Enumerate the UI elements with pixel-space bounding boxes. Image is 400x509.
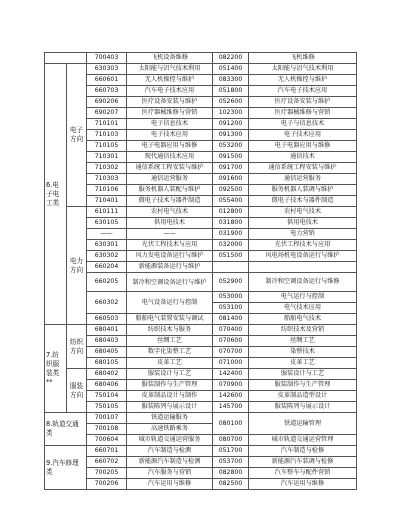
cell-code: 710101: [87, 119, 127, 130]
table-row: [45, 358, 357, 369]
cell-major-old: 光伏工程技术与应用: [249, 240, 357, 251]
cell-code: 700403: [87, 53, 127, 64]
cell-code-old: 092500: [213, 185, 249, 196]
table-row: [45, 446, 357, 457]
cell-code: 660302: [87, 292, 127, 314]
cell-code: 700604: [87, 435, 127, 446]
cell-code-old: 091500: [213, 152, 249, 163]
cell-code: 660601: [87, 75, 127, 86]
cell-major-old: 医疗器械维修与营销: [249, 108, 357, 119]
cell-code: 750105: [87, 402, 127, 413]
table-row: [45, 97, 357, 108]
cell-code: ——: [87, 229, 127, 240]
table-row: [45, 369, 357, 380]
table-row: [45, 119, 357, 130]
cell-major: 新能源汽车制造与检测: [127, 457, 213, 468]
table-row: [45, 468, 357, 479]
table-row: [45, 207, 357, 218]
specialty-table: [44, 52, 357, 490]
table-row: [45, 413, 357, 424]
cell-code-old: 091700: [213, 163, 249, 174]
cell-major: 通信系统工程安装与维护: [127, 163, 213, 174]
cell-major: 电子电器应用与维修: [127, 141, 213, 152]
cell-major-old: [249, 262, 357, 273]
cell-code-old: 082500: [213, 479, 249, 490]
table-row: [45, 457, 357, 468]
cell-major: 电气设备运行与控制: [127, 292, 213, 314]
cell-major-old: 通信技术: [249, 152, 357, 163]
cell-code-old: 070400: [213, 325, 249, 336]
table-row: [45, 141, 357, 152]
cell-major: 汽车服务与营销: [127, 468, 213, 479]
cell-code: 680105: [87, 358, 127, 369]
cell-major-old: 皮革工艺: [249, 358, 357, 369]
cell-major-old: 新能源汽车装调与检修: [249, 457, 357, 468]
cell-code: 630303: [87, 64, 127, 75]
cell-major-old: 染整技术: [249, 347, 357, 358]
cell-code: 630105: [87, 218, 127, 229]
cell-code: 700205: [87, 468, 127, 479]
cell-code-old: 051800: [213, 86, 249, 97]
category-auto: 9.汽车修理类: [45, 446, 87, 490]
cell-code-old: 082800: [213, 468, 249, 479]
cell-major: 供用电技术: [127, 218, 213, 229]
cell-major-old: 无人机操控与维护: [249, 75, 357, 86]
cell-major-old: 城市轨道交通运营管理: [249, 435, 357, 446]
cell-major-old: 汽车整车与配件营销: [249, 468, 357, 479]
table-row: [45, 347, 357, 358]
cell-code: 680401: [87, 325, 127, 336]
table-row: [45, 152, 357, 163]
cell-code-old: 091200: [213, 119, 249, 130]
table-row: [45, 108, 357, 119]
cell-major-old: 电子技术应用: [249, 130, 357, 141]
table-row: [45, 75, 357, 86]
cell-code: 710303: [87, 174, 127, 185]
cell-major: 服装设计与工艺: [127, 369, 213, 380]
cell-major-old: 通信运营服务: [249, 174, 357, 185]
cell-major-old: 服装制作与生产管理: [249, 380, 357, 391]
cell-code: 660702: [87, 457, 127, 468]
cell-code-old: 091300: [213, 130, 249, 141]
cell-code-old: 091600: [213, 174, 249, 185]
cell-code: 710105: [87, 141, 127, 152]
cell-code: 680402: [87, 369, 127, 380]
cell-code: 660701: [87, 446, 127, 457]
cell-major-old: 风电场机电设备运行与维护: [249, 251, 357, 262]
cell-code: 710103: [87, 130, 127, 141]
cell-code-old: 070700: [213, 347, 249, 358]
cell-code-old: 071000: [213, 358, 249, 369]
table-row: [45, 64, 357, 75]
table-row: [45, 435, 357, 446]
cell-major-old: 医疗设备安装与维护: [249, 97, 357, 108]
cell-major: 服装制作与生产管理: [127, 380, 213, 391]
cell-code-old: 080100: [213, 413, 249, 435]
cell-major-old: 太阳能与沼气技术利用: [249, 64, 357, 75]
cell-major: 飞机设备维修: [127, 53, 213, 64]
cell-major: 服务机器人装配与维护: [127, 185, 213, 196]
cell-code: 710301: [87, 152, 127, 163]
table-row: [45, 163, 357, 174]
cell-major-old: 微电子技术与器件制造: [249, 196, 357, 207]
table-row: [45, 325, 357, 336]
cell-code-old: 052600: [213, 97, 249, 108]
cell-code: 710401: [87, 196, 127, 207]
cell-major: 微电子技术与器件制造: [127, 196, 213, 207]
cell-code-old: 053100: [213, 303, 249, 314]
cell-major: 数字化染整工艺: [127, 347, 213, 358]
cell-code: 610111: [87, 207, 127, 218]
cell-code: 660703: [87, 86, 127, 97]
cell-code-old: 080700: [213, 435, 249, 446]
cell-code-old: 142600: [213, 391, 249, 402]
cell-code-old: 012800: [213, 207, 249, 218]
table-row: [45, 251, 357, 262]
cell-major: 城市轨道交通运营服务: [127, 435, 213, 446]
cell-major: 医疗器械维修与营销: [127, 108, 213, 119]
cell-major-old: 制冷和空调设备运行与维修: [249, 273, 357, 292]
table-row: [45, 86, 357, 97]
cell-major: 汽车运用与维修: [127, 479, 213, 490]
cell-major-old: 服装设计与工艺: [249, 369, 357, 380]
cell-code: 680405: [87, 347, 127, 358]
cell-major-old: 汽车制造与检修: [249, 446, 357, 457]
cell-major: 风力发电设备运行与维护: [127, 251, 213, 262]
cell-code-old: 031900: [213, 229, 249, 240]
cell-major: 皮革工艺: [127, 358, 213, 369]
cell-major-old: 供用电技术: [249, 218, 357, 229]
cell-major-old: 铁道运输管理: [249, 413, 357, 435]
table-row: [45, 314, 357, 325]
cell-major: 纺织技术与服务: [127, 325, 213, 336]
cell-major-old: 电气技术应用: [249, 303, 357, 314]
cell-code-old: 055400: [213, 196, 249, 207]
cell-code: 690206: [87, 97, 127, 108]
cell-code: 700206: [87, 479, 127, 490]
cell-major: 无人机操控与维护: [127, 75, 213, 86]
cell-major-old: 电气运行与控制: [249, 292, 357, 303]
cell-major: 医疗设备安装与维护: [127, 97, 213, 108]
cell-code-old: 053700: [213, 457, 249, 468]
category-electronic: 6.电子电工类: [45, 64, 67, 325]
cell-major: 新能源装备运行与维护: [127, 262, 213, 273]
table-row: [45, 479, 357, 490]
table-row: [45, 185, 357, 196]
cell-code: 700107: [87, 413, 127, 424]
cell-code-old: 032000: [213, 240, 249, 251]
cell-major-old: 电子与信息技术: [249, 119, 357, 130]
cell-major-old: 服务机器人装调与维护: [249, 185, 357, 196]
category-rail: 8.轨道交通类: [45, 413, 87, 446]
table-row: [45, 53, 357, 64]
table-row: [45, 174, 357, 185]
cell-major: 汽车电子技术应用: [127, 86, 213, 97]
cell-major: ——: [127, 229, 213, 240]
cell-major-old: 汽车运用与维修: [249, 479, 357, 490]
cell-code-old: 142400: [213, 369, 249, 380]
table-row: [45, 240, 357, 251]
cell-code: 660204: [87, 262, 127, 273]
subcategory-apparel: 服装方向: [67, 369, 87, 413]
subcategory-electronics: 电子方向: [67, 64, 87, 207]
cell-major: 服装陈列与展示设计: [127, 402, 213, 413]
cell-code: 680406: [87, 380, 127, 391]
table-row: [45, 273, 357, 292]
subcategory-electrician: 电力方向: [67, 207, 87, 325]
subcategory-textile: 纺织方向: [67, 325, 87, 369]
category-cell: [45, 53, 87, 64]
cell-major-old: 电子电器应用与维修: [249, 141, 357, 152]
cell-code: 660205: [87, 273, 127, 292]
table-row: [45, 262, 357, 273]
cell-code: 690207: [87, 108, 127, 119]
cell-major: 通信运营服务: [127, 174, 213, 185]
cell-major-old: 服装陈列与展示设计: [249, 402, 357, 413]
cell-code-old: 031800: [213, 218, 249, 229]
cell-code-old: 145700: [213, 402, 249, 413]
cell-code-old: 070600: [213, 336, 249, 347]
table-row: [45, 380, 357, 391]
cell-major: 丝绸工艺: [127, 336, 213, 347]
cell-code: 710106: [87, 185, 127, 196]
cell-major-old: 飞机维修: [249, 53, 357, 64]
table-row: [45, 218, 357, 229]
cell-code-old: 052900: [213, 273, 249, 292]
cell-code-old: 102300: [213, 108, 249, 119]
cell-major-old: 汽车电子技术应用: [249, 86, 357, 97]
cell-major: 电子技术应用: [127, 130, 213, 141]
cell-major-old: 电力营销: [249, 229, 357, 240]
table-row: [45, 292, 357, 303]
cell-code: 750104: [87, 391, 127, 402]
table-row: [45, 391, 357, 402]
cell-code-old: 051700: [213, 446, 249, 457]
cell-major-old: 通信系统工程安装与维护: [249, 163, 357, 174]
cell-code-old: 083300: [213, 75, 249, 86]
category-fashion: 7.纺织服装类**: [45, 325, 67, 413]
cell-major: 皮革制品设计与制作: [127, 391, 213, 402]
table-row: [45, 402, 357, 413]
table-row: [45, 130, 357, 141]
cell-major-old: 纺织技术及营销: [249, 325, 357, 336]
cell-code-old: [213, 262, 249, 273]
cell-code: 710302: [87, 163, 127, 174]
table-row: [45, 336, 357, 347]
cell-major: 电子信息技术: [127, 119, 213, 130]
cell-major-old: 农村电气技术: [249, 207, 357, 218]
cell-code-old: 081400: [213, 314, 249, 325]
cell-major: 铁道运输服务: [127, 413, 213, 424]
cell-code-old: 053000: [213, 292, 249, 303]
table-row: [45, 196, 357, 207]
cell-major: 现代通信技术应用: [127, 152, 213, 163]
cell-major: 船舶电气装置安装与调试: [127, 314, 213, 325]
cell-code-old: 082200: [213, 53, 249, 64]
cell-code: 630302: [87, 251, 127, 262]
cell-major: 制冷和空调设备运行与维护: [127, 273, 213, 292]
cell-code: 680403: [87, 336, 127, 347]
cell-major: 高速铁路乘务: [127, 424, 213, 435]
cell-code-old: 053200: [213, 141, 249, 152]
cell-code-old: 051400: [213, 64, 249, 75]
cell-code: 630301: [87, 240, 127, 251]
cell-major: 光伏工程技术与应用: [127, 240, 213, 251]
cell-major-old: 皮革制品造型设计: [249, 391, 357, 402]
cell-major-old: 丝绸工艺: [249, 336, 357, 347]
cell-code-old: 070900: [213, 380, 249, 391]
cell-major: 太阳能与沼气技术利用: [127, 64, 213, 75]
cell-code: 700108: [87, 424, 127, 435]
cell-major: 汽车制造与检测: [127, 446, 213, 457]
cell-code: 660503: [87, 314, 127, 325]
cell-major: 农村电气技术: [127, 207, 213, 218]
table-row: [45, 229, 357, 240]
cell-code-old: 051500: [213, 251, 249, 262]
cell-major-old: 船舶电气技术: [249, 314, 357, 325]
